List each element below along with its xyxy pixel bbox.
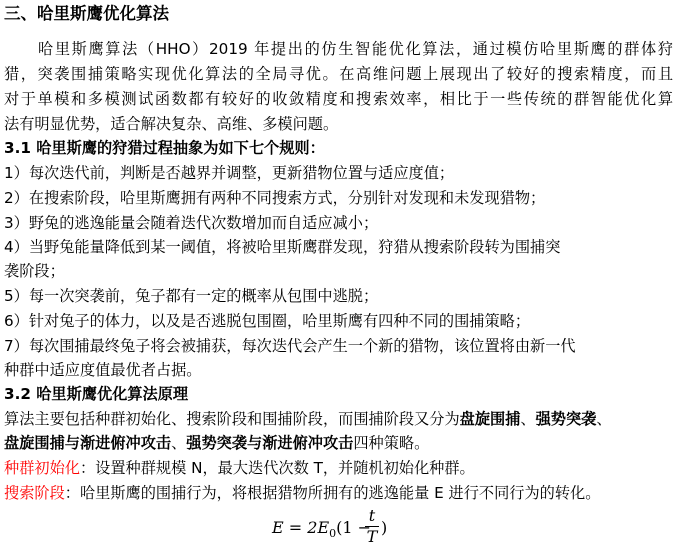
rule-item-4-continued: 袭阶段； xyxy=(4,262,65,280)
search-paragraph xyxy=(4,482,673,504)
separator: 、 xyxy=(520,410,536,428)
formula-numerator: t xyxy=(368,506,376,525)
intro-line-4: 法有明显优势，适合解决复杂、高维、多模问题。 xyxy=(4,115,339,133)
strategy-soft-besiege: 盘旋围捕 xyxy=(459,410,521,428)
separator: 、 xyxy=(596,410,612,428)
strategy-soft-besiege-dive: 盘旋围捕与渐进俯冲攻击 xyxy=(4,434,172,452)
formula-mid: (1 − xyxy=(336,518,372,537)
search-text: ：哈里斯鹰的围捕行为，将根据猎物所拥有的逃逸能量 E 进行不同行为的转化。 xyxy=(64,484,601,502)
separator: 、 xyxy=(171,434,187,452)
formula-close-paren: ) xyxy=(381,518,388,537)
energy-formula xyxy=(272,505,432,555)
init-text: ：设置种群规模 N，最大迭代次数 T，并随机初始化种群。 xyxy=(79,459,475,477)
formula-lhs xyxy=(272,518,371,540)
init-paragraph xyxy=(4,457,673,479)
formula-subscript: 0 xyxy=(329,527,337,541)
strategy-hard-besiege: 强势突袭 xyxy=(535,410,597,428)
intro-line-2: 猎，突袭围捕策略实现优化算法的全局寻优。在高维问题上展现出了较好的搜索精度，而且 xyxy=(4,65,673,83)
rule-item-2: 2）在搜索阶段，哈里斯鹰拥有两种不同搜索方式，分别针对发现和未发现猎物； xyxy=(4,189,546,207)
rule-item-3: 3）野兔的逃逸能量会随着迭代次数增加而自适应减小； xyxy=(4,214,379,232)
rule-item-7: 7）每次围捕最终兔子将会被捕获，每次迭代会产生一个新的猎物，该位置将由新一代 xyxy=(4,337,576,355)
rule-item-4: 4）当野兔能量降低到某一阈值，将被哈里斯鹰群发现，狩猎从搜索阶段转为围捕突 xyxy=(4,238,561,256)
strategy-hard-besiege-dive: 强势突袭与渐进俯冲攻击 xyxy=(186,434,354,452)
formula-fraction xyxy=(365,507,379,546)
rule-item-5: 5）每一次突袭前，兔子都有一定的概率从包围中逃脱； xyxy=(4,287,379,305)
rule-item-7-continued: 种群中适应度值最优者占据。 xyxy=(4,361,202,379)
principle-text: 算法主要包括种群初始化、搜索阶段和围捕阶段，而围捕阶段又分为 xyxy=(4,410,460,428)
rule-item-1: 1）每次迭代前，判断是否越界并调整，更新猎物位置与适应度值； xyxy=(4,164,455,182)
formula-denominator: T xyxy=(366,527,378,546)
intro-line-3: 对于单模和多模测试函数都有较好的收敛精度和搜索效率，相比于一些传统的群智能优化算 xyxy=(4,90,673,108)
intro-line-1: 哈里斯鹰算法（HHO）2019 年提出的仿生智能优化算法，通过模仿哈里斯鹰的群体狩 xyxy=(38,40,673,58)
principle-line-1 xyxy=(4,408,673,430)
principle-end-text: 四种策略。 xyxy=(353,434,430,452)
search-label: 搜索阶段 xyxy=(4,484,65,502)
rule-item-6: 6）针对兔子的体力，以及是否逃脱包围圈，哈里斯鹰有四种不同的围捕策略； xyxy=(4,312,531,330)
subsection-heading-3-1: 3.1 哈里斯鹰的狩猎过程抽象为如下七个规则： xyxy=(4,139,325,157)
formula-lhs-text: E = 2E xyxy=(272,518,330,537)
principle-line-2 xyxy=(4,432,673,454)
section-heading: 三、哈里斯鹰优化算法 xyxy=(4,4,169,23)
subsection-heading-3-2: 3.2 哈里斯鹰优化算法原理 xyxy=(4,385,189,403)
init-label: 种群初始化 xyxy=(4,459,80,477)
